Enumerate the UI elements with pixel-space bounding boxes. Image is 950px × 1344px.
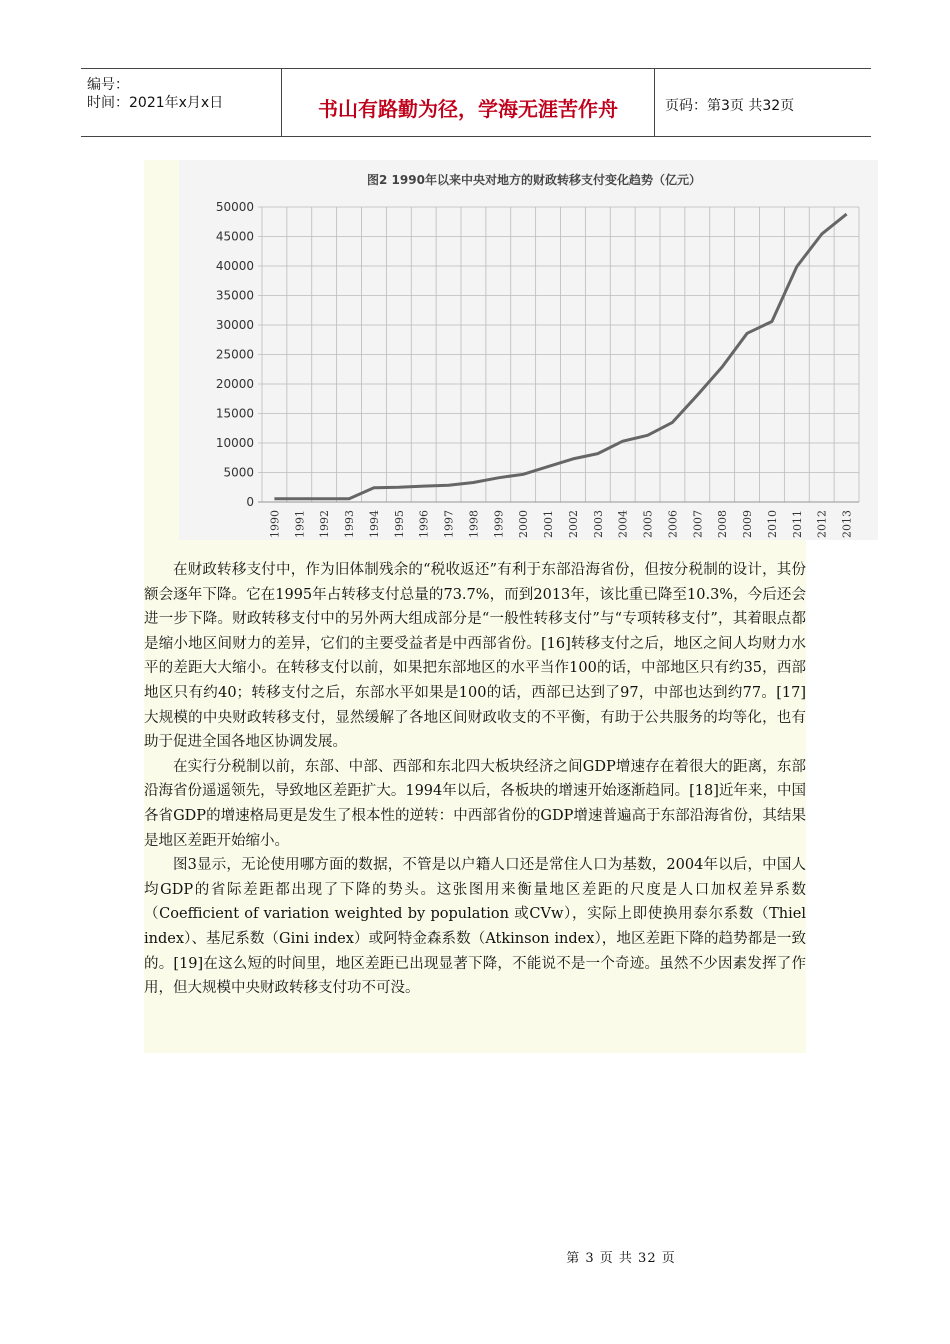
x-tick-label: 1999 bbox=[492, 510, 506, 538]
y-tick-label: 10000 bbox=[215, 436, 254, 450]
x-tick-label: 2007 bbox=[691, 510, 705, 538]
y-tick-label: 5000 bbox=[223, 465, 254, 480]
chart-figure bbox=[179, 160, 878, 540]
x-tick-label: 1997 bbox=[442, 510, 456, 538]
x-tick-label: 1996 bbox=[417, 510, 431, 538]
x-tick-label: 2004 bbox=[616, 510, 630, 538]
page-info: 页码：第3页 共32页 bbox=[665, 98, 795, 114]
x-tick-label: 2006 bbox=[666, 510, 680, 538]
date-label: 时间：2021年x月x日 bbox=[87, 95, 224, 111]
y-tick-label: 30000 bbox=[215, 318, 254, 332]
header-meta-cell bbox=[81, 69, 282, 136]
x-tick-label: 2008 bbox=[716, 510, 730, 538]
y-tick-label: 0 bbox=[246, 495, 254, 509]
x-tick-label: 1992 bbox=[318, 510, 332, 538]
paragraph-2: 在实行分税制以前，东部、中部、西部和东北四大板块经济之间GDP增速存在着很大的距离，东部沿海省份遥遥领先，导致地区差距扩大。1994年以后，各板块的增速开始逐渐趋同。[18]近年来，中国各省GDP的增速格局更是发生了根本性的逆转：中西部省份的GDP增速普遍高于东部沿海省份，其结果是地区差距开始缩小。 bbox=[144, 758, 806, 849]
y-tick-label: 25000 bbox=[215, 347, 254, 362]
motto: 书山有路勤为径，学海无涯苦作舟 bbox=[318, 97, 618, 121]
y-tick-label: 15000 bbox=[215, 406, 254, 421]
y-tick-label: 50000 bbox=[215, 200, 254, 214]
x-tick-label: 1990 bbox=[268, 510, 282, 538]
paragraph-1: 在财政转移支付中，作为旧体制残余的“税收返还”有利于东部沿海省份，但按分税制的设计，其份额会逐年下降。它在1995年占转移支付总量的73.7%，而到2013年，该比重已降至10.3%，今后还会进一步下降。财政转移支付中的另外两大组成部分是“一般性转移支付”与“专项转移支付”，其着眼点都是缩小地区间财力的差异，它们的主要受益者是中西部省份。[16]转移支付之后，地区之间人均财力水平的差距大大缩小。在转移支付以前，如果把东部地区的水平当作100的话，中部地区只有约35，西部地区只有约40；转移支付之后，东部水平如果是100的话，西部已达到了97，中部也达到约77。[17]大规模的中央财政转移支付，显然缓解了各地区间财政收支的不平衡，有助于公共服务的均等化，也有助于促进全国各地区协调发展。 bbox=[144, 562, 806, 751]
page-footer: 第 3 页 共 32 页 bbox=[566, 1251, 676, 1266]
body-text bbox=[144, 558, 806, 1001]
x-tick-label: 2010 bbox=[765, 510, 779, 538]
x-tick-label: 2012 bbox=[815, 510, 829, 538]
y-tick-label: 35000 bbox=[215, 288, 254, 303]
transfer-payment-chart bbox=[179, 160, 878, 540]
number-label: 编号： bbox=[87, 77, 129, 93]
header-page-cell bbox=[655, 69, 871, 136]
x-tick-label: 2003 bbox=[591, 510, 605, 538]
x-tick-label: 2013 bbox=[840, 510, 854, 538]
page-header bbox=[81, 68, 871, 137]
chart-title: 图2 1990年以来中央对地方的财政转移支付变化趋势（亿元） bbox=[367, 173, 701, 187]
x-axis-ticks bbox=[268, 510, 853, 538]
x-tick-label: 2001 bbox=[542, 510, 556, 538]
x-tick-label: 1994 bbox=[367, 510, 381, 538]
x-tick-label: 1995 bbox=[392, 510, 406, 538]
x-tick-label: 1998 bbox=[467, 510, 481, 538]
y-axis-ticks bbox=[216, 200, 254, 509]
x-tick-label: 1993 bbox=[343, 510, 357, 538]
y-tick-label: 45000 bbox=[215, 229, 254, 244]
content-block bbox=[144, 160, 854, 1053]
x-tick-label: 1991 bbox=[293, 510, 307, 538]
x-tick-label: 2009 bbox=[741, 510, 755, 538]
y-tick-label: 20000 bbox=[215, 377, 254, 391]
paragraph-3: 图3显示，无论使用哪方面的数据，不管是以户籍人口还是常住人口为基数，2004年以后，中国人均GDP的省际差距都出现了下降的势头。这张图用来衡量地区差距的尺度是人口加权差异系数（Coefficient of variation weighted by population 或CVw），实际上即使换用泰尔系数（Thiel index）、基尼系数（Gini index）或阿特金森系数（Atkinson index），地区差距下降的趋势都是一致的。[19]在这么短的时间里，地区差距已出现显著下降，不能说不是一个奇迹。虽然不少因素发挥了作用，但大规模中央财政转移支付功不可没。 bbox=[144, 857, 806, 997]
y-tick-label: 40000 bbox=[215, 259, 254, 273]
x-tick-label: 2002 bbox=[566, 510, 580, 538]
grid-lines bbox=[258, 207, 859, 502]
x-tick-label: 2005 bbox=[641, 510, 655, 538]
header-motto-cell bbox=[282, 69, 655, 136]
x-tick-label: 2000 bbox=[517, 510, 531, 538]
x-tick-label: 2011 bbox=[790, 510, 804, 538]
